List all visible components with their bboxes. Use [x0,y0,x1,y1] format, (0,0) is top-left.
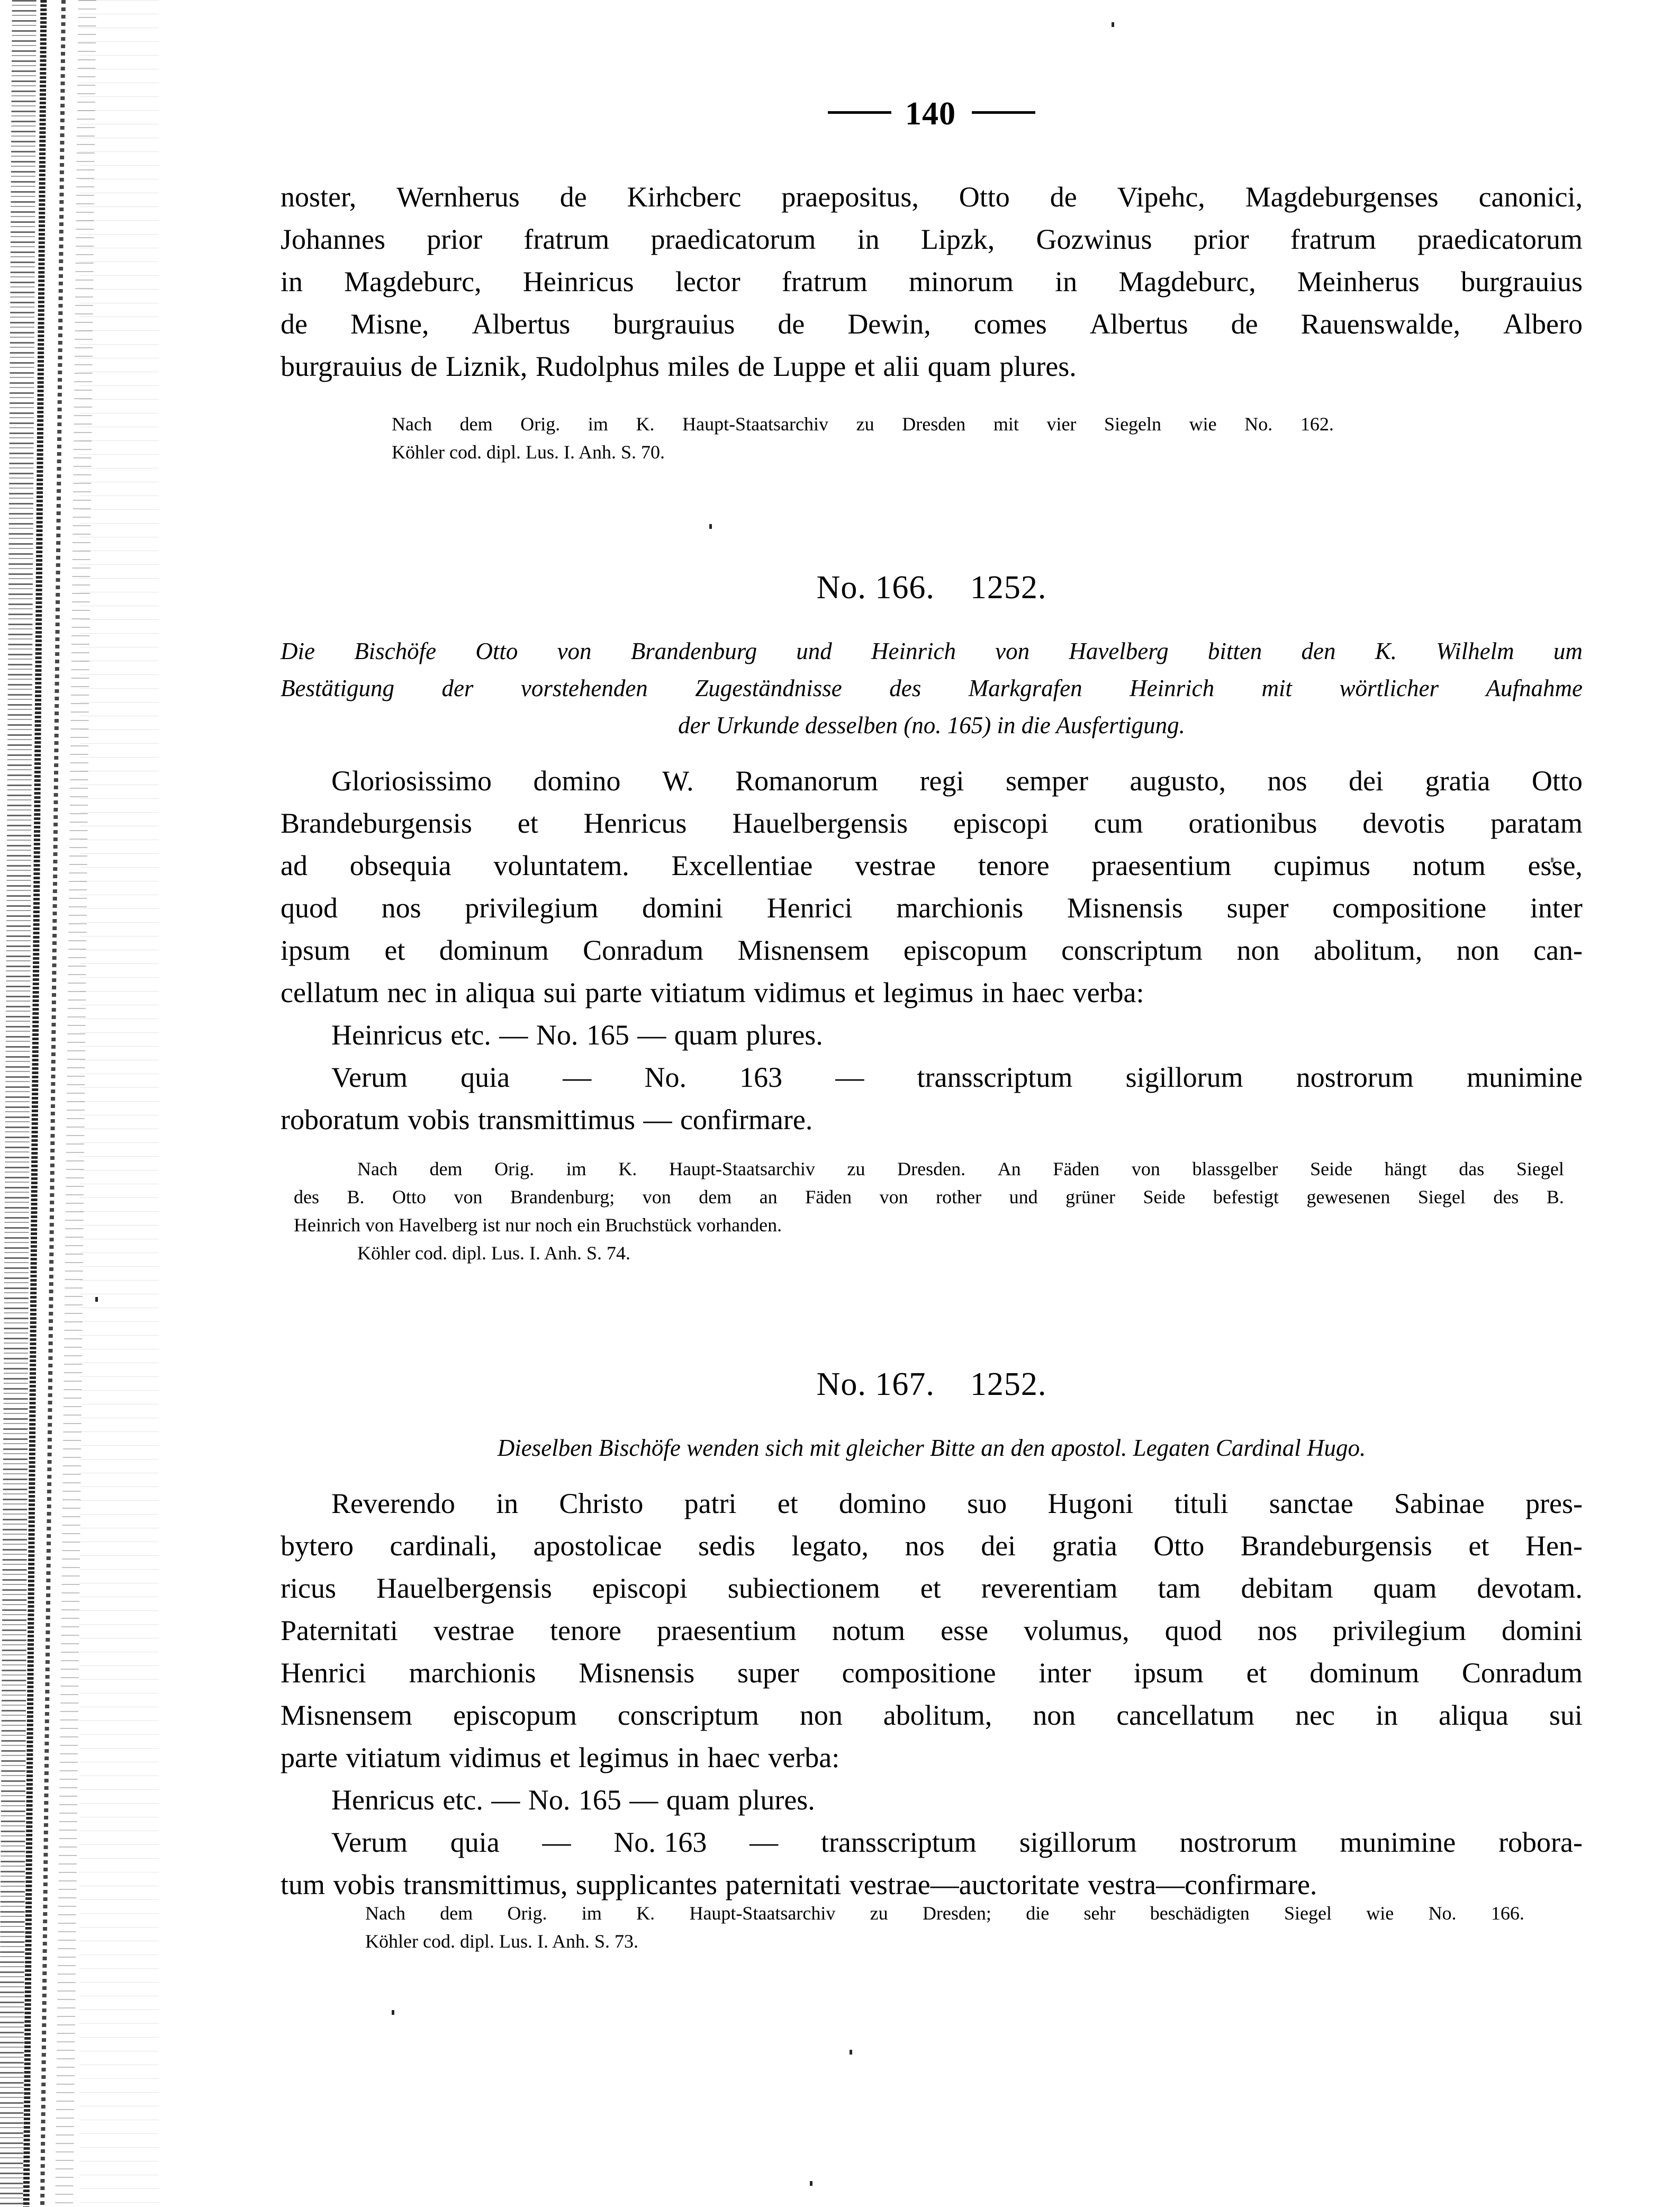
regest-line: Die Bischöfe Otto von Brandenburg und Heinrich von Havelberg bitten den K. Wilhelm um [281,638,1583,664]
entry-number-166: No. 166. [816,570,935,606]
source-note-166 [294,1155,1564,1267]
header-rule-left [828,111,891,114]
text-line: de Misne, Albertus burgrauius de Dewin, comes Albertus de Rauenswalde, Albero [281,308,1583,340]
note-line: Nach dem Orig. im K. Haupt-Staatsarchiv zu Dresden mit vier Siegeln wie No. 162. [392,413,1334,435]
text-line: noster, Wernherus de Kirhcberc praepositus, Otto de Vipehc, Magdeburgenses canonici, [281,181,1583,213]
note-line: Nach dem Orig. im K. Haupt-Staatsarchiv zu Dresden. An Fäden von blassgelber Seide hängt das Siegel [294,1155,1564,1183]
text-line: Reverendo in Christo patri et domino suo Hugoni tituli sanctae Sabinae pres- [281,1482,1583,1525]
text-line: ipsum et dominum Conradum Misnensem episcopum conscriptum non abolitum, non can- [281,934,1583,966]
text-line: tum vobis transmittimus, supplicantes paternitati vestrae—auctoritate vestra—confirmare. [281,1869,1317,1900]
text-line: ad obsequia voluntatem. Excellentiae vestrae tenore praesentium cupimus notum esse, [281,850,1583,881]
paragraph-indent: Verum [331,1061,408,1093]
note-line: Heinrich von Havelberg ist nur noch ein Bruchstück vorhanden. [294,1214,782,1236]
text-line: parte vitiatum vidimus et legimus in haec verba: [281,1742,840,1773]
quoted-reference-line: Henricus etc. — No. 165 — quam plures. [331,1784,815,1816]
text-line: in Magdeburc, Heinricus lector fratrum minorum in Magdeburc, Meinherus burgrauius [281,266,1583,298]
text-line: cellatum nec in aliqua sui parte vitiatum vidimus et legimus in haec verba: [281,977,1144,1008]
entry-year-166: 1252. [970,570,1047,606]
note-line: Köhler cod. dipl. Lus. I. Anh. S. 73. [365,1931,638,1952]
text-line: Verum quia — No. 163 — transscriptum sigillorum nostrorum munimine [281,1056,1583,1098]
regest-167 [281,1429,1583,1466]
source-note-165 [392,410,1334,466]
regest-line: Bestätigung der vorstehenden Zugeständnisse des Markgrafen Heinrich mit wörtlicher Aufnahme [281,675,1583,701]
note-indent: Nach [357,1158,398,1179]
source-note-167 [365,1899,1524,1956]
regest-166 [281,633,1583,744]
text-line: burgrauius de Liznik, Rudolphus miles de Luppe et alii quam plures. [281,350,1077,382]
text-line: roboratum vobis transmittimus — confirmare. [281,1104,813,1136]
note-line: Nach dem Orig. im K. Haupt-Staatsarchiv zu Dresden; die sehr beschädigten Siegel wie No. 166. [365,1903,1524,1924]
page-number: 140 [905,96,956,132]
entry-number-167: No. 167. [816,1366,935,1402]
continued-entry-paragraph [281,176,1583,388]
text-line: Brandeburgensis et Henricus Hauelbergensis episcopi cum orationibus devotis paratam [281,807,1583,839]
text-line: Henrici marchionis Misnensis super compositione inter ipsum et dominum Conradum [281,1657,1583,1689]
regest-line: der Urkunde desselben (no. 165) in die Ausfertigung. [678,712,1185,738]
paragraph-indent: Gloriosissimo [331,765,492,797]
text-line: Johannes prior fratrum praedicatorum in Lipzk, Gozwinus prior fratrum praedicatorum [281,223,1583,255]
quoted-reference-line: Heinricus etc. — No. 165 — quam plures. [331,1019,823,1051]
header-rule-right [972,111,1035,114]
text-line: Gloriosissimo domino W. Romanorum regi semper augusto, nos dei gratia Otto [281,760,1583,802]
page-header [281,95,1583,133]
entry-body-167 [281,1482,1583,1906]
text-line: Misnensem episcopum conscriptum non abolitum, non cancellatum nec in aliqua sui [281,1699,1583,1731]
text-line: bytero cardinali, apostolicae sedis legato, nos dei gratia Otto Brandeburgensis et Hen- [281,1530,1583,1562]
note-line: Köhler cod. dipl. Lus. I. Anh. S. 70. [392,442,665,463]
text-line: Verum quia — No. 163 — transscriptum sigillorum nostrorum munimine robora- [281,1821,1583,1863]
note-line: Köhler cod. dipl. Lus. I. Anh. S. 74. [357,1242,630,1264]
note-line: des B. Otto von Brandenburg; von dem an Fäden von rother und grüner Seide befestigt gewesenen Siegel des B. [294,1186,1564,1208]
entry-body-166 [281,760,1583,1141]
paragraph-indent: Verum [331,1826,408,1858]
text-line: Paternitati vestrae tenore praesentium notum esse volumus, quod nos privilegium domini [281,1615,1583,1646]
section-heading-166 [281,569,1583,607]
section-heading-167 [281,1366,1583,1403]
text-line: quod nos privilegium domini Henrici marchionis Misnensis super compositione inter [281,892,1583,924]
text-line: ricus Hauelbergensis episcopi subiectionem et reverentiam tam debitam quam devotam. [281,1572,1583,1604]
paragraph-indent: Reverendo [331,1488,455,1519]
entry-year-167: 1252. [970,1366,1047,1402]
regest-line: Dieselben Bischöfe wenden sich mit gleicher Bitte an den apostol. Legaten Cardinal Hugo. [497,1435,1366,1461]
